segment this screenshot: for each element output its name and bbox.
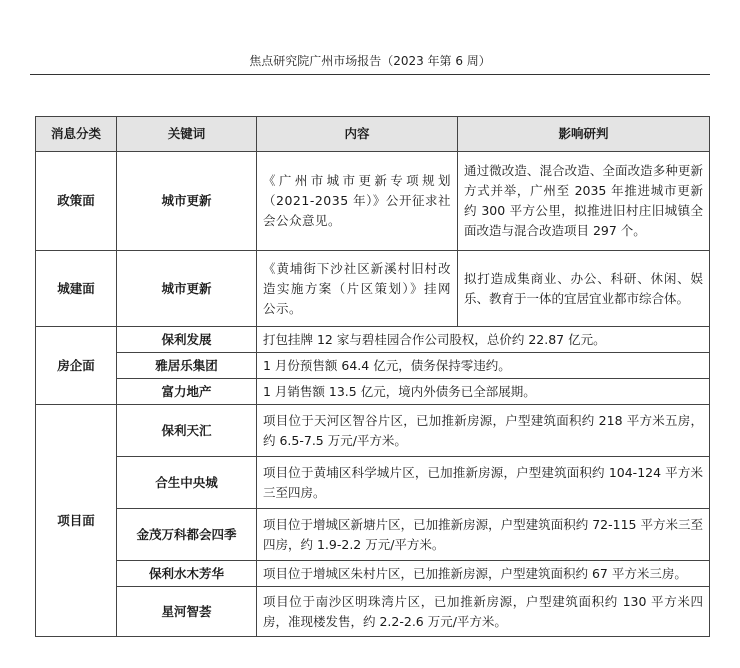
keyword-cell: 保利天汇 (117, 405, 257, 457)
keyword-cell: 星河智荟 (117, 587, 257, 637)
content-cell: 项目位于天河区智谷片区，已加推新房源，户型建筑面积约 218 平方米五房，约 6.5-7.5 万元/平方米。 (257, 405, 710, 457)
keyword-cell: 金茂万科都会四季 (117, 509, 257, 561)
table-header-row (36, 117, 710, 152)
header-divider (30, 74, 710, 75)
news-table (35, 116, 710, 637)
table-row-policy (36, 152, 710, 251)
content-cell: 1 月销售额 13.5 亿元，境内外债务已全部展期。 (257, 379, 710, 405)
content-cell: 打包挂牌 12 家与碧桂园合作公司股权，总价约 22.87 亿元。 (257, 327, 710, 353)
category-cell: 政策面 (36, 152, 117, 251)
column-header-category: 消息分类 (36, 117, 117, 152)
report-header: 焦点研究院广州市场报告（2023 年第 6 周） (249, 54, 491, 68)
table-row-enterprise (36, 327, 710, 353)
table-row-project (36, 457, 710, 509)
column-header-content: 内容 (257, 117, 458, 152)
content-cell: 1 月份预售额 64.4 亿元，债务保持零违约。 (257, 353, 710, 379)
table-row-project (36, 509, 710, 561)
table-row-project (36, 561, 710, 587)
content-cell: 《广州市城市更新专项规划（2021-2035 年）》公开征求社会公众意见。 (257, 152, 458, 251)
keyword-cell: 保利发展 (117, 327, 257, 353)
content-cell: 项目位于黄埔区科学城片区，已加推新房源，户型建筑面积约 104-124 平方米三至四房。 (257, 457, 710, 509)
keyword-cell: 城市更新 (117, 152, 257, 251)
keyword-cell: 城市更新 (117, 251, 257, 327)
table-row-enterprise (36, 353, 710, 379)
category-cell: 项目面 (36, 405, 117, 637)
table-row-project (36, 405, 710, 457)
content-cell: 项目位于南沙区明珠湾片区，已加推新房源，户型建筑面积约 130 平方米四房，准现楼发售，约 2.2-2.6 万元/平方米。 (257, 587, 710, 637)
content-cell: 项目位于增城区新塘片区，已加推新房源，户型建筑面积约 72-115 平方米三至四房，约 1.9-2.2 万元/平方米。 (257, 509, 710, 561)
impact-cell: 拟打造成集商业、办公、科研、休闲、娱乐、教育于一体的宜居宜业都市综合体。 (458, 251, 710, 327)
column-header-keyword: 关键词 (117, 117, 257, 152)
impact-cell: 通过微改造、混合改造、全面改造多种更新方式并举，广州至 2035 年推进城市更新约 300 平方公里，拟推进旧村庄旧城镇全面改造与混合改造项目 297 个。 (458, 152, 710, 251)
table-row-construction (36, 251, 710, 327)
content-cell: 《黄埔街下沙社区新溪村旧村改造实施方案（片区策划）》挂网公示。 (257, 251, 458, 327)
keyword-cell: 保利水木芳华 (117, 561, 257, 587)
table-row-enterprise (36, 379, 710, 405)
keyword-cell: 富力地产 (117, 379, 257, 405)
column-header-impact: 影响研判 (458, 117, 710, 152)
keyword-cell: 雅居乐集团 (117, 353, 257, 379)
category-cell: 房企面 (36, 327, 117, 405)
content-cell: 项目位于增城区朱村片区，已加推新房源，户型建筑面积约 67 平方米三房。 (257, 561, 710, 587)
table-row-project (36, 587, 710, 637)
keyword-cell: 合生中央城 (117, 457, 257, 509)
category-cell: 城建面 (36, 251, 117, 327)
